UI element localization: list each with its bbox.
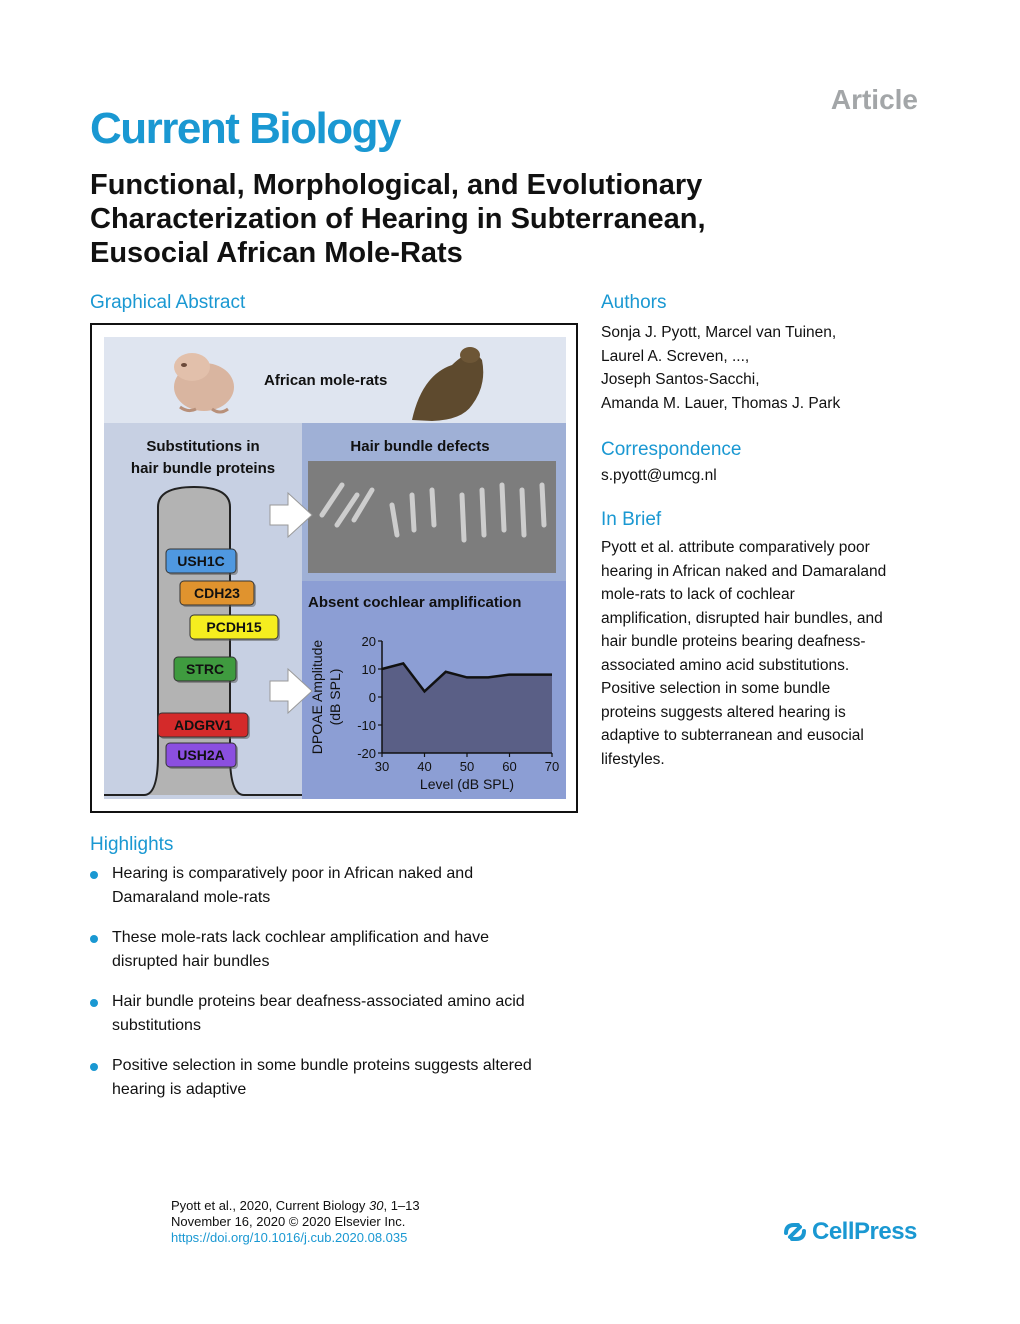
highlight-line: disrupted hair bundles [112,953,270,970]
protein-label: CDH23 [194,585,240,601]
y-tick-label: 20 [361,634,376,649]
citation-text: Pyott et al., 2020, Current Biology [171,1198,369,1213]
publisher-name: CellPress [812,1218,917,1245]
authors-line: Laurel A. Screven, ..., [601,347,750,365]
right-top-heading: Hair bundle defects [350,438,490,455]
journal-name: Current Biology [90,104,400,153]
x-tick-label: 40 [417,759,432,774]
title-line: Characterization of Hearing in Subterranean, [90,203,706,235]
date-copyright: November 16, 2020 © 2020 Elsevier Inc. [171,1214,406,1229]
left-heading-line: Substitutions in [146,438,260,455]
correspondence-heading: Correspondence [601,439,742,460]
bullet-icon [90,871,98,879]
highlight-item [90,1054,590,1102]
citation-pages: , 1–13 [383,1198,420,1213]
y-tick-label: 10 [361,662,376,677]
protein-label: ADGRV1 [173,717,233,733]
highlight-line: Damaraland mole-rats [112,889,271,906]
cellpress-icon [782,1219,808,1245]
highlight-line: Hair bundle proteins bear deafness-associated amino acid [112,993,525,1010]
in-brief-line: associated amino acid substitutions. [601,656,850,674]
authors-list [601,321,840,415]
article-title [90,168,850,270]
graphical-abstract-heading: Graphical Abstract [90,292,246,313]
highlight-item [90,862,590,910]
graphical-abstract-figure [92,325,576,811]
y-axis-label: (dB SPL) [327,668,343,726]
doi-link[interactable]: https://doi.org/10.1016/j.cub.2020.08.035 [171,1230,408,1245]
in-brief-heading: In Brief [601,509,662,530]
left-heading-line: hair bundle proteins [130,460,276,477]
in-brief-line: Pyott et al. attribute comparatively poor [601,539,870,556]
correspondence-email[interactable]: s.pyott@umcg.nl [601,467,717,484]
x-tick-label: 30 [374,759,390,774]
bullet-icon [90,1063,98,1071]
graphical-abstract [90,323,578,813]
highlight-line: Hearing is comparatively poor in African naked and [112,865,474,882]
cellpress-logo [782,1218,917,1246]
title-line: Eusocial African Mole-Rats [90,237,463,269]
y-tick-label: 0 [368,690,376,705]
authors-line: Amanda M. Lauer, Thomas J. Park [601,394,841,412]
x-tick-label: 50 [459,759,475,774]
protein-label: STRC [185,661,225,677]
highlight-item [90,926,590,974]
in-brief-line: proteins suggests altered hearing is [601,703,846,721]
x-tick-label: 60 [502,759,517,774]
protein-label: PCDH15 [206,619,262,635]
highlight-line: Positive selection in some bundle proteins suggests altered [112,1057,532,1074]
authors-line: Sonja J. Pyott, Marcel van Tuinen, [601,324,837,341]
bullet-icon [90,999,98,1007]
y-tick-label: -10 [357,718,376,733]
highlight-item [90,990,590,1038]
in-brief-line: mole-rats to lack of cochlear [601,586,795,603]
authors-heading: Authors [601,292,667,313]
bullet-icon [90,935,98,943]
highlight-line: These mole-rats lack cochlear amplification and have [112,929,490,946]
in-brief-line: adaptive to subterranean and eusocial [601,727,864,744]
title-line: Functional, Morphological, and Evolutionary [90,169,703,201]
citation-volume: 30 [369,1198,384,1213]
protein-pill-ush2a [166,743,238,769]
protein-pill-pcdh15 [190,615,280,641]
highlight-line: substitutions [112,1017,201,1034]
in-brief-line: hearing in African naked and Damaraland [601,562,887,580]
x-axis-label: Level (dB SPL) [419,776,515,792]
right-bottom-heading: Absent cochlear amplification [308,594,522,611]
top-label: African mole-rats [264,372,388,389]
highlights-heading: Highlights [90,834,174,855]
protein-label: USH1C [177,553,225,569]
y-tick-label: -20 [357,746,376,761]
citation-line [171,1198,420,1214]
protein-pill-ush1c [166,549,238,575]
article-type-label: Article [830,84,918,115]
in-brief-line: lifestyles. [601,750,665,768]
citation-footer [171,1198,420,1246]
y-axis-label: DPOAE Amplitude [309,639,325,755]
x-tick-label: 70 [544,759,560,774]
in-brief-line: amplification, disrupted hair bundles, and [601,609,883,627]
highlight-line: hearing is adaptive [112,1081,247,1098]
protein-pill-strc [174,657,238,683]
in-brief-line: hair bundle proteins bearing deafness- [601,633,866,650]
protein-pill-cdh23 [180,581,256,607]
authors-line: Joseph Santos-Sacchi, [601,371,760,388]
protein-pill-adgrv1 [158,713,250,739]
in-brief-line: Positive selection in some bundle [601,680,831,697]
highlights-list [90,862,590,1118]
in-brief-text [601,536,886,771]
protein-label: USH2A [177,747,225,763]
